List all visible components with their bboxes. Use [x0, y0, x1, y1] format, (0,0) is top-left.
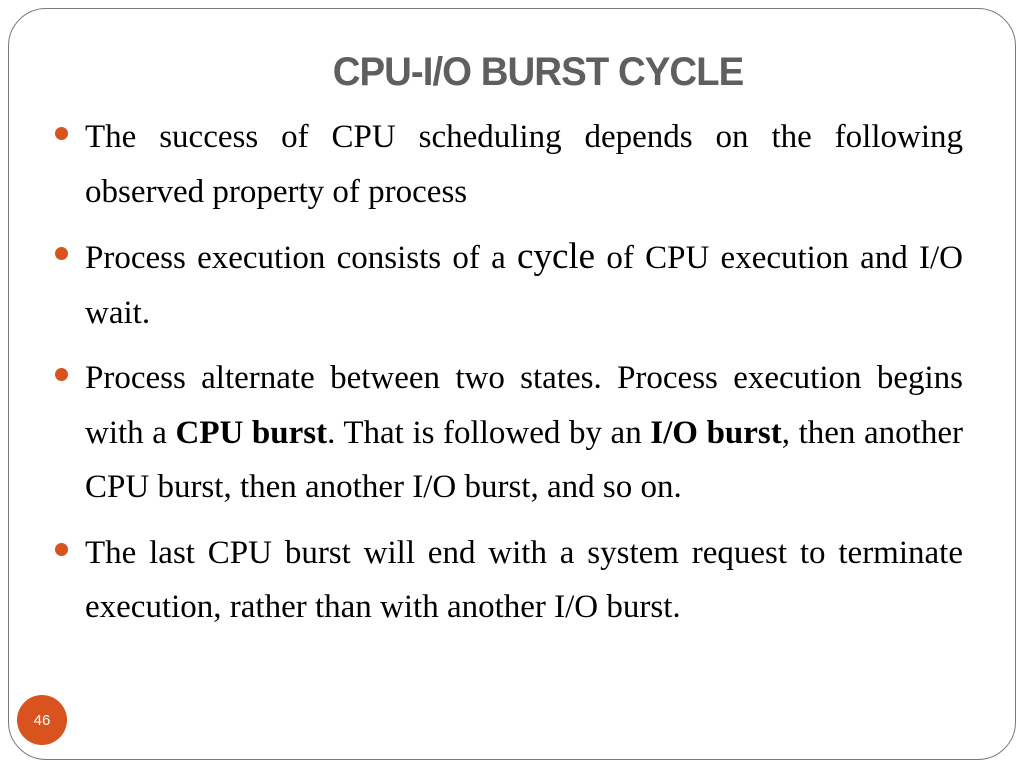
page-number-badge: 46: [17, 695, 67, 745]
bullet-text: , then another CPU burst, then another I/O burst, and so on.: [85, 414, 963, 505]
bullet-list: [55, 110, 963, 646]
bullet-dot-icon: [55, 368, 68, 381]
bullet-text: Process execution consists of a: [85, 240, 518, 276]
bullet-text: The success of CPU scheduling depends on the following observed property of process: [85, 119, 963, 210]
bullet-item: [55, 110, 963, 219]
bold-term: I/O burst: [650, 414, 782, 451]
bold-term: CPU burst: [175, 414, 328, 451]
bullet-dot-icon: [55, 543, 68, 556]
bullet-text: . That is followed by an: [327, 414, 651, 451]
bullet-dot-icon: [55, 247, 68, 260]
bullet-text: The last CPU burst will end with a system request to terminate execution, rather than with another I/O burst.: [85, 534, 963, 625]
bullet-item: [55, 230, 963, 340]
bullet-dot-icon: [55, 127, 68, 140]
bullet-item: [55, 351, 963, 515]
bullet-text: of CPU execution and I/O wait.: [85, 240, 963, 331]
bullet-item: [55, 526, 963, 635]
slide-title: CPU-I/O BURST CYCLE: [332, 50, 744, 94]
bullet-text: Process alternate between two states. Process execution begins with a: [85, 360, 963, 451]
emphasized-word: cycle: [517, 236, 596, 277]
